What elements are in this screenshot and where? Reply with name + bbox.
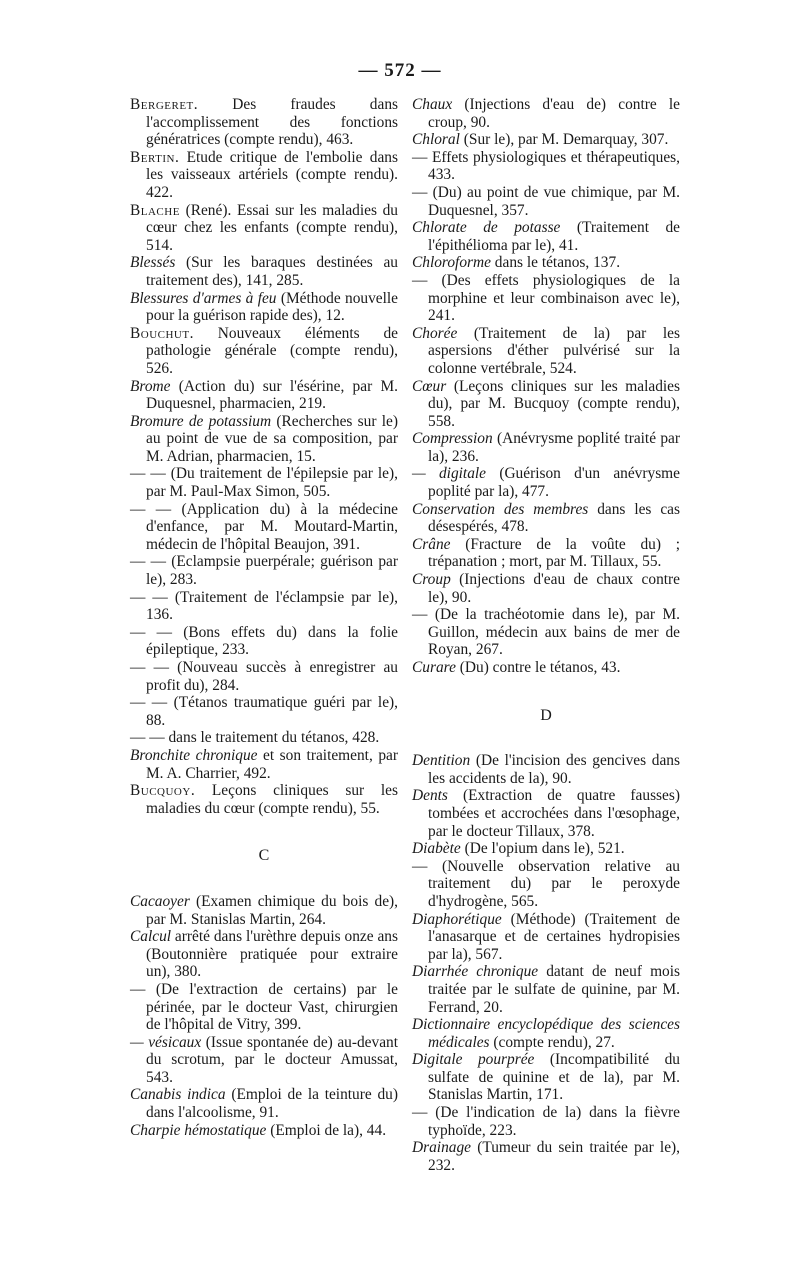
index-entry [130, 553, 398, 588]
index-entry [412, 254, 680, 272]
entry-text: — (De la trachéotomie dans le), par M. Guillon, médecin aux bains de mer de Royan, 267. [412, 606, 680, 659]
entry-term: Blessés [130, 254, 176, 272]
entry-term: Digitale pourprée [412, 1051, 535, 1069]
index-entry [412, 963, 680, 1016]
entry-term: Bertin. [130, 148, 180, 166]
entry-text: (Emploi de la teinture du) dans l'alcoolisme, 91. [146, 1086, 398, 1122]
entry-text: Etude critique de l'embolie dans les vaisseaux artériels (compte rendu). 422. [146, 148, 398, 201]
entry-text: Nouveaux éléments de pathologie générale (compte rendu), 526. [146, 324, 398, 377]
index-entry [130, 413, 398, 466]
index-entry [130, 465, 398, 500]
index-entry [130, 378, 398, 413]
entry-text: (Extraction de quatre fausses) tombées et accrochées dans l'œsophage, par le docteur Tillaux, 378. [428, 787, 680, 840]
index-entry [130, 1034, 398, 1087]
entry-term: Blessures d'armes à feu [130, 289, 277, 307]
entry-term: Calcul [130, 928, 172, 946]
entry-text: (Injections d'eau de chaux contre le), 90. [428, 571, 680, 606]
entry-text: (Anévrysme poplité traité par la), 236. [428, 430, 680, 465]
entry-text: — — (Du traitement de l'épilepsie par le), par M. Paul-Max Simon, 505. [130, 465, 398, 501]
entry-text: dans les cas désespérés, 478. [428, 500, 680, 536]
left-entries [130, 96, 398, 817]
entry-term: Charpie hémostatique [130, 1121, 267, 1139]
entry-term: Diabète [412, 840, 461, 858]
entry-term: Chlorate de potasse [412, 219, 561, 237]
index-entry [130, 659, 398, 694]
index-entry [412, 911, 680, 964]
entry-text: (Guérison d'un anévrysme poplité par la), 477. [428, 465, 680, 501]
entry-text: (Sur le), par M. Demarquay, 307. [459, 131, 669, 149]
entry-text: datant de neuf mois traitée par le sulfate de quinine, par M. Ferrand, 20. [428, 963, 680, 1016]
index-entry [412, 131, 680, 149]
index-entry [130, 729, 398, 747]
entry-text: et son traitement, par M. A. Charrier, 492. [146, 746, 398, 782]
index-entry [412, 858, 680, 911]
entry-term: Diarrhée chronique [412, 963, 539, 981]
entry-term: — vésicaux [130, 1033, 202, 1051]
entry-term: Chorée [412, 324, 458, 342]
entry-text: (Méthode nouvelle pour la guérison rapide des), 12. [146, 289, 398, 325]
entry-term: Curare [412, 659, 456, 676]
entry-text: (Traitement de l'épithélioma par le), 41. [428, 219, 680, 254]
entry-text: — — (Eclampsie puerpérale; guérison par le), 283. [130, 553, 398, 589]
entry-term: Cacaoyer [130, 892, 190, 910]
index-entry [412, 571, 680, 606]
index-entry [412, 430, 680, 465]
entry-text: (Action du) sur l'ésérine, par M. Duquesnel, pharmacien, 219. [146, 377, 398, 413]
entry-text: (Tumeur du sein traitée par le), 232. [428, 1139, 680, 1174]
entry-text: dans le tétanos, 137. [490, 254, 621, 272]
index-entry [130, 928, 398, 981]
entry-term: Dentition [412, 752, 471, 770]
index-entry [412, 1016, 680, 1051]
left-entries-after [130, 893, 398, 1139]
index-entry [412, 1104, 680, 1139]
entry-text: — (De l'extraction de certains) par le périnée, par le docteur Vast, chirurgien de l'hôpital de Vitry, 399. [130, 980, 398, 1034]
index-entry [412, 840, 680, 858]
entry-text: Des fraudes dans l'accomplissement des fonctions génératrices (compte rendu), 463. [146, 96, 398, 149]
right-entries [412, 96, 680, 677]
entry-term: Bouchut. [130, 324, 194, 342]
index-entry [412, 184, 680, 219]
index-entry [130, 290, 398, 325]
index-entry [130, 254, 398, 289]
entry-text: (De l'incision des gencives dans les accidents de la), 90. [428, 752, 680, 787]
entry-text: (De l'opium dans le), 521. [460, 840, 625, 858]
index-entry [412, 1051, 680, 1104]
section-letter-d: D [540, 706, 552, 724]
entry-text: — — dans le traitement du tétanos, 428. [130, 729, 380, 747]
entry-term: Bronchite chronique [130, 746, 258, 764]
index-entry [412, 378, 680, 431]
index-entry [412, 272, 680, 325]
index-entry [130, 981, 398, 1034]
index-entry [130, 694, 398, 729]
index-entry [130, 624, 398, 659]
entry-text: (Fracture de la voûte du) ; trépanation ; mort, par M. Tillaux, 55. [428, 535, 680, 571]
left-column [130, 96, 398, 1139]
index-entry [130, 589, 398, 624]
entry-term: Croup [412, 571, 451, 589]
entry-text: — (Nouvelle observation relative au traitement du) par le peroxyde d'hydrogène, 565. [412, 857, 680, 910]
entry-term: Cœur [412, 377, 447, 395]
entry-text: — — (Traitement de l'éclampsie par le), 136. [130, 588, 398, 624]
index-entry [412, 787, 680, 840]
index-entry [130, 96, 398, 149]
index-entry [130, 747, 398, 782]
entry-text: — (De l'indication de la) dans la fièvre typhoïde, 223. [412, 1104, 680, 1139]
entry-term: Compression [412, 430, 493, 448]
entry-term: Canabis indica [130, 1086, 226, 1104]
entry-term: Dictionnaire encyclopédique des sciences médicales [412, 1016, 680, 1051]
entry-term: Conservation des membres [412, 500, 589, 518]
entry-text: — — (Bons effets du) dans la folie épileptique, 233. [130, 623, 398, 659]
entry-term: Blache [130, 201, 180, 219]
index-entry [130, 325, 398, 378]
entry-text: (Sur les baraques destinées au traitement des), 141, 285. [146, 254, 398, 289]
index-entry [130, 149, 398, 202]
entry-term: Bucquoy. [130, 782, 196, 800]
section-letter-c: C [258, 847, 270, 865]
entry-text: (Emploi de la), 44. [266, 1121, 387, 1139]
entry-text: (Leçons cliniques sur les maladies du), par M. Bucquoy (compte rendu), 558. [428, 377, 680, 430]
index-entry [412, 96, 680, 131]
entry-term: Chloral [412, 131, 460, 149]
index-entry [130, 1086, 398, 1121]
entry-text: (Examen chimique du bois de), par M. Stanislas Martin, 264. [146, 892, 398, 928]
index-entry [412, 1139, 680, 1174]
entry-text: arrêté dans l'urèthre depuis onze ans (Boutonnière pratiquée pour extraire un), 380. [146, 928, 398, 981]
entry-text: — (Des effets physiologiques de la morphine et leur combinaison avec le), 241. [412, 271, 680, 325]
index-entry [412, 465, 680, 500]
entry-term: Bromure de potassium [130, 412, 272, 430]
entry-term: Chloroforme [412, 254, 491, 272]
entry-term: Brome [130, 377, 171, 395]
index-entry [412, 606, 680, 659]
index-entry [412, 659, 680, 677]
entry-text: (Traitement de la) par les aspersions d'éther pulvérisé sur la colonne vertébrale, 524. [428, 324, 680, 377]
entry-text: — (Du) au point de vue chimique, par M. Duquesnel, 357. [412, 183, 680, 219]
entry-text: (Du) contre le tétanos, 43. [455, 659, 621, 676]
index-entry [412, 219, 680, 254]
entry-text: (Injections d'eau de) contre le croup, 90. [428, 96, 680, 131]
entry-term: Chaux [412, 96, 453, 113]
entry-text: — Effets physiologiques et thérapeutiques, 433. [412, 148, 680, 184]
index-entry [130, 893, 398, 928]
index-entry [412, 536, 680, 571]
index-entry [412, 325, 680, 378]
right-entries-after [412, 752, 680, 1174]
right-column [412, 96, 680, 1174]
entry-term: Crâne [412, 535, 451, 553]
entry-term: Diaphorétique [412, 910, 502, 928]
entry-text: (René). Essai sur les maladies du cœur chez les enfants (compte rendu), 514. [146, 201, 398, 254]
index-entry [130, 1122, 398, 1140]
entry-text: Leçons cliniques sur les maladies du cœur (compte rendu), 55. [146, 782, 398, 817]
entry-term: Drainage [412, 1139, 471, 1157]
entry-term: Bergeret. [130, 96, 199, 113]
index-entry [412, 149, 680, 184]
entry-term: Dents [412, 787, 448, 805]
entry-text: (compte rendu), 27. [489, 1033, 615, 1051]
entry-text: (Méthode) (Traitement de l'anasarque et de certaines hydropisies par la), 567. [428, 910, 680, 963]
entry-text: (Incompatibilité du sulfate de quinine et de la), par M. Stanislas Martin, 171. [428, 1051, 680, 1104]
entry-text: — — (Tétanos traumatique guéri par le), 88. [130, 694, 398, 729]
entry-text: (Issue spontanée de) au-devant du scrotum, par le docteur Amussat, 543. [146, 1033, 399, 1086]
index-entry [130, 782, 398, 817]
index-entry [130, 501, 398, 554]
index-entry [130, 202, 398, 255]
entry-term: — digitale [412, 465, 487, 483]
entry-text: — — (Application du) à la médecine d'enfance, par M. Moutard-Martin, médecin de l'hôpital Beaujon, 391. [130, 500, 398, 553]
index-entry [412, 501, 680, 536]
page-number: — 572 — [358, 60, 442, 81]
entry-text: (Recherches sur le) au point de vue de sa composition, par M. Adrian, pharmacien, 15. [146, 412, 398, 465]
entry-text: — — (Nouveau succès à enregistrer au profit du), 284. [130, 659, 398, 694]
index-entry [412, 752, 680, 787]
